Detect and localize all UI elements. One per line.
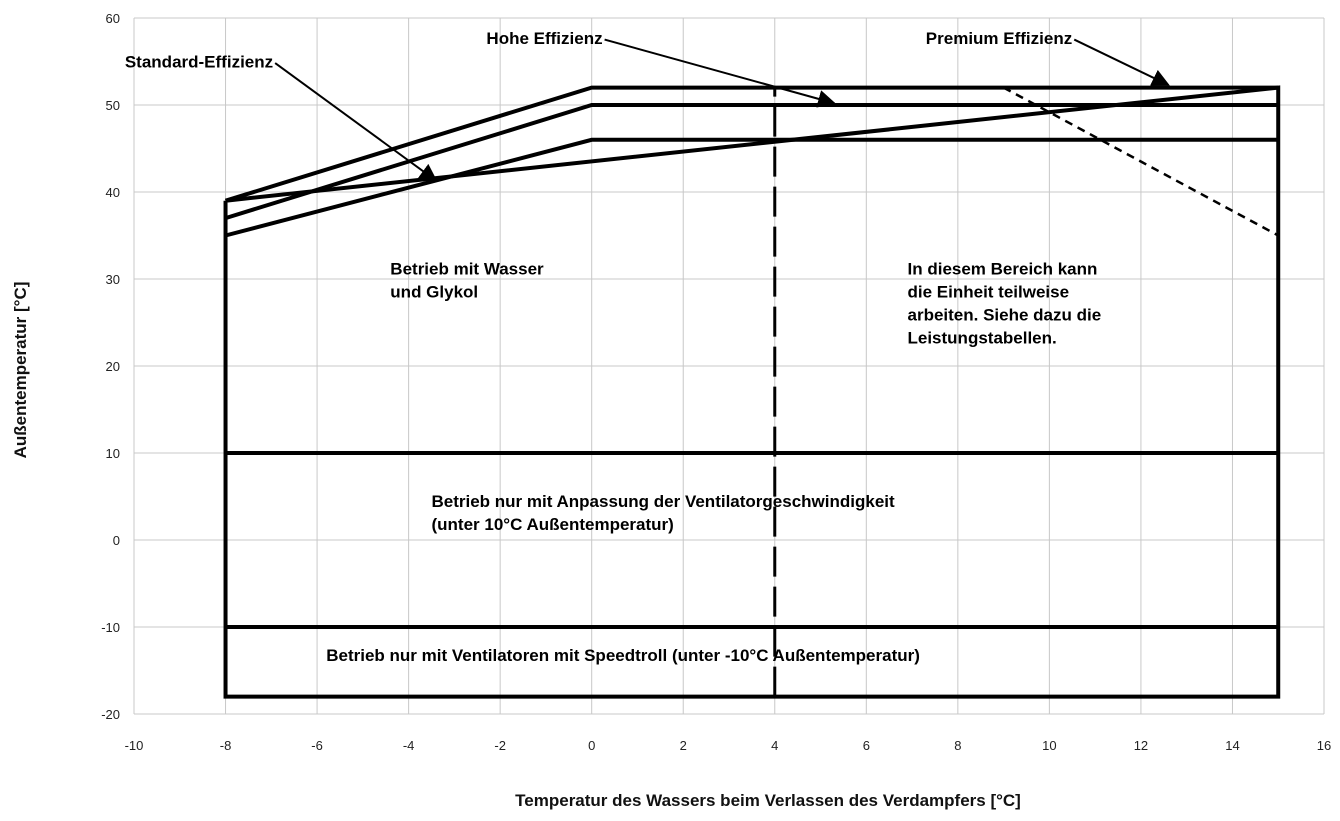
x-tick-label: -8 <box>219 738 232 753</box>
annotation-partial-line: die Einheit teilweise <box>907 282 1070 302</box>
x-tick-label: 16 <box>1316 738 1332 753</box>
y-tick-label: 60 <box>105 11 120 26</box>
annotation-speedtroll-line: Betrieb nur mit Ventilatoren mit Speedtroll (unter -10°C Außentemperatur) <box>326 645 920 665</box>
x-tick-label: 8 <box>954 738 962 753</box>
annotation-standard-arrow <box>275 63 436 181</box>
series-lines <box>226 88 1279 697</box>
x-axis-label: Temperatur des Wassers beim Verlassen des Verdampfers [°C] <box>515 791 1021 810</box>
x-tick-label: -10 <box>124 738 144 753</box>
y-tick-label: -20 <box>101 707 120 722</box>
y-tick-label: 20 <box>105 359 120 374</box>
x-axis-ticks <box>125 738 1332 753</box>
annotation-partial-line: arbeiten. Siehe dazu die <box>907 305 1102 325</box>
x-tick-label: 6 <box>862 738 870 753</box>
y-tick-label: 0 <box>112 533 120 548</box>
annotations <box>125 29 1169 665</box>
y-tick-label: -10 <box>101 620 120 635</box>
annotation-partial-label <box>908 260 1102 348</box>
x-tick-label: 10 <box>1042 738 1057 753</box>
annotation-speedtroll-label <box>326 646 920 665</box>
x-tick-label: -6 <box>311 738 323 753</box>
annotation-fan-line: (unter 10°C Außentemperatur) <box>431 514 674 534</box>
x-tick-label: 2 <box>679 738 687 753</box>
y-tick-label: 30 <box>105 272 120 287</box>
x-tick-label: -2 <box>494 738 506 753</box>
annotation-premium-arrow <box>1074 40 1168 85</box>
x-tick-label: -4 <box>402 738 415 753</box>
y-tick-label: 10 <box>105 446 120 461</box>
envelope-outline <box>226 88 1279 697</box>
y-axis-ticks <box>101 11 120 722</box>
y-axis-label: Außentemperatur [°C] <box>11 281 30 459</box>
annotation-water-line: und Glykol <box>390 282 479 302</box>
y-tick-label: 50 <box>105 98 120 113</box>
grid <box>134 18 1324 714</box>
x-tick-label: 12 <box>1133 738 1149 753</box>
annotation-partial-line: In diesem Bereich kann <box>907 259 1098 279</box>
annotation-partial-line: Leistungstabellen. <box>907 328 1057 348</box>
annotation-water-label <box>390 260 544 302</box>
x-tick-label: 14 <box>1225 738 1240 753</box>
annotation-fan-line: Betrieb nur mit Anpassung der Ventilatorgeschwindigkeit <box>431 491 895 511</box>
annotation-water-line: Betrieb mit Wasser <box>390 259 544 279</box>
annotation-standard-label <box>125 53 273 72</box>
series-standard-effizienz <box>226 140 1279 236</box>
annotation-fan-label <box>432 492 896 534</box>
y-tick-label: 40 <box>105 185 120 200</box>
x-tick-label: 4 <box>771 738 779 753</box>
annotation-hohe-arrow <box>605 40 835 104</box>
annotation-standard-line: Standard-Effizienz <box>124 52 274 72</box>
annotation-premium-label <box>926 29 1072 48</box>
annotation-hohe-line: Hohe Effizienz <box>486 29 603 49</box>
boundary-lines <box>226 88 1279 697</box>
annotation-hohe-label <box>486 29 602 48</box>
series-hohe-effizienz <box>226 105 1279 218</box>
x-tick-label: 0 <box>588 738 596 753</box>
annotation-premium-line: Premium Effizienz <box>925 29 1073 49</box>
